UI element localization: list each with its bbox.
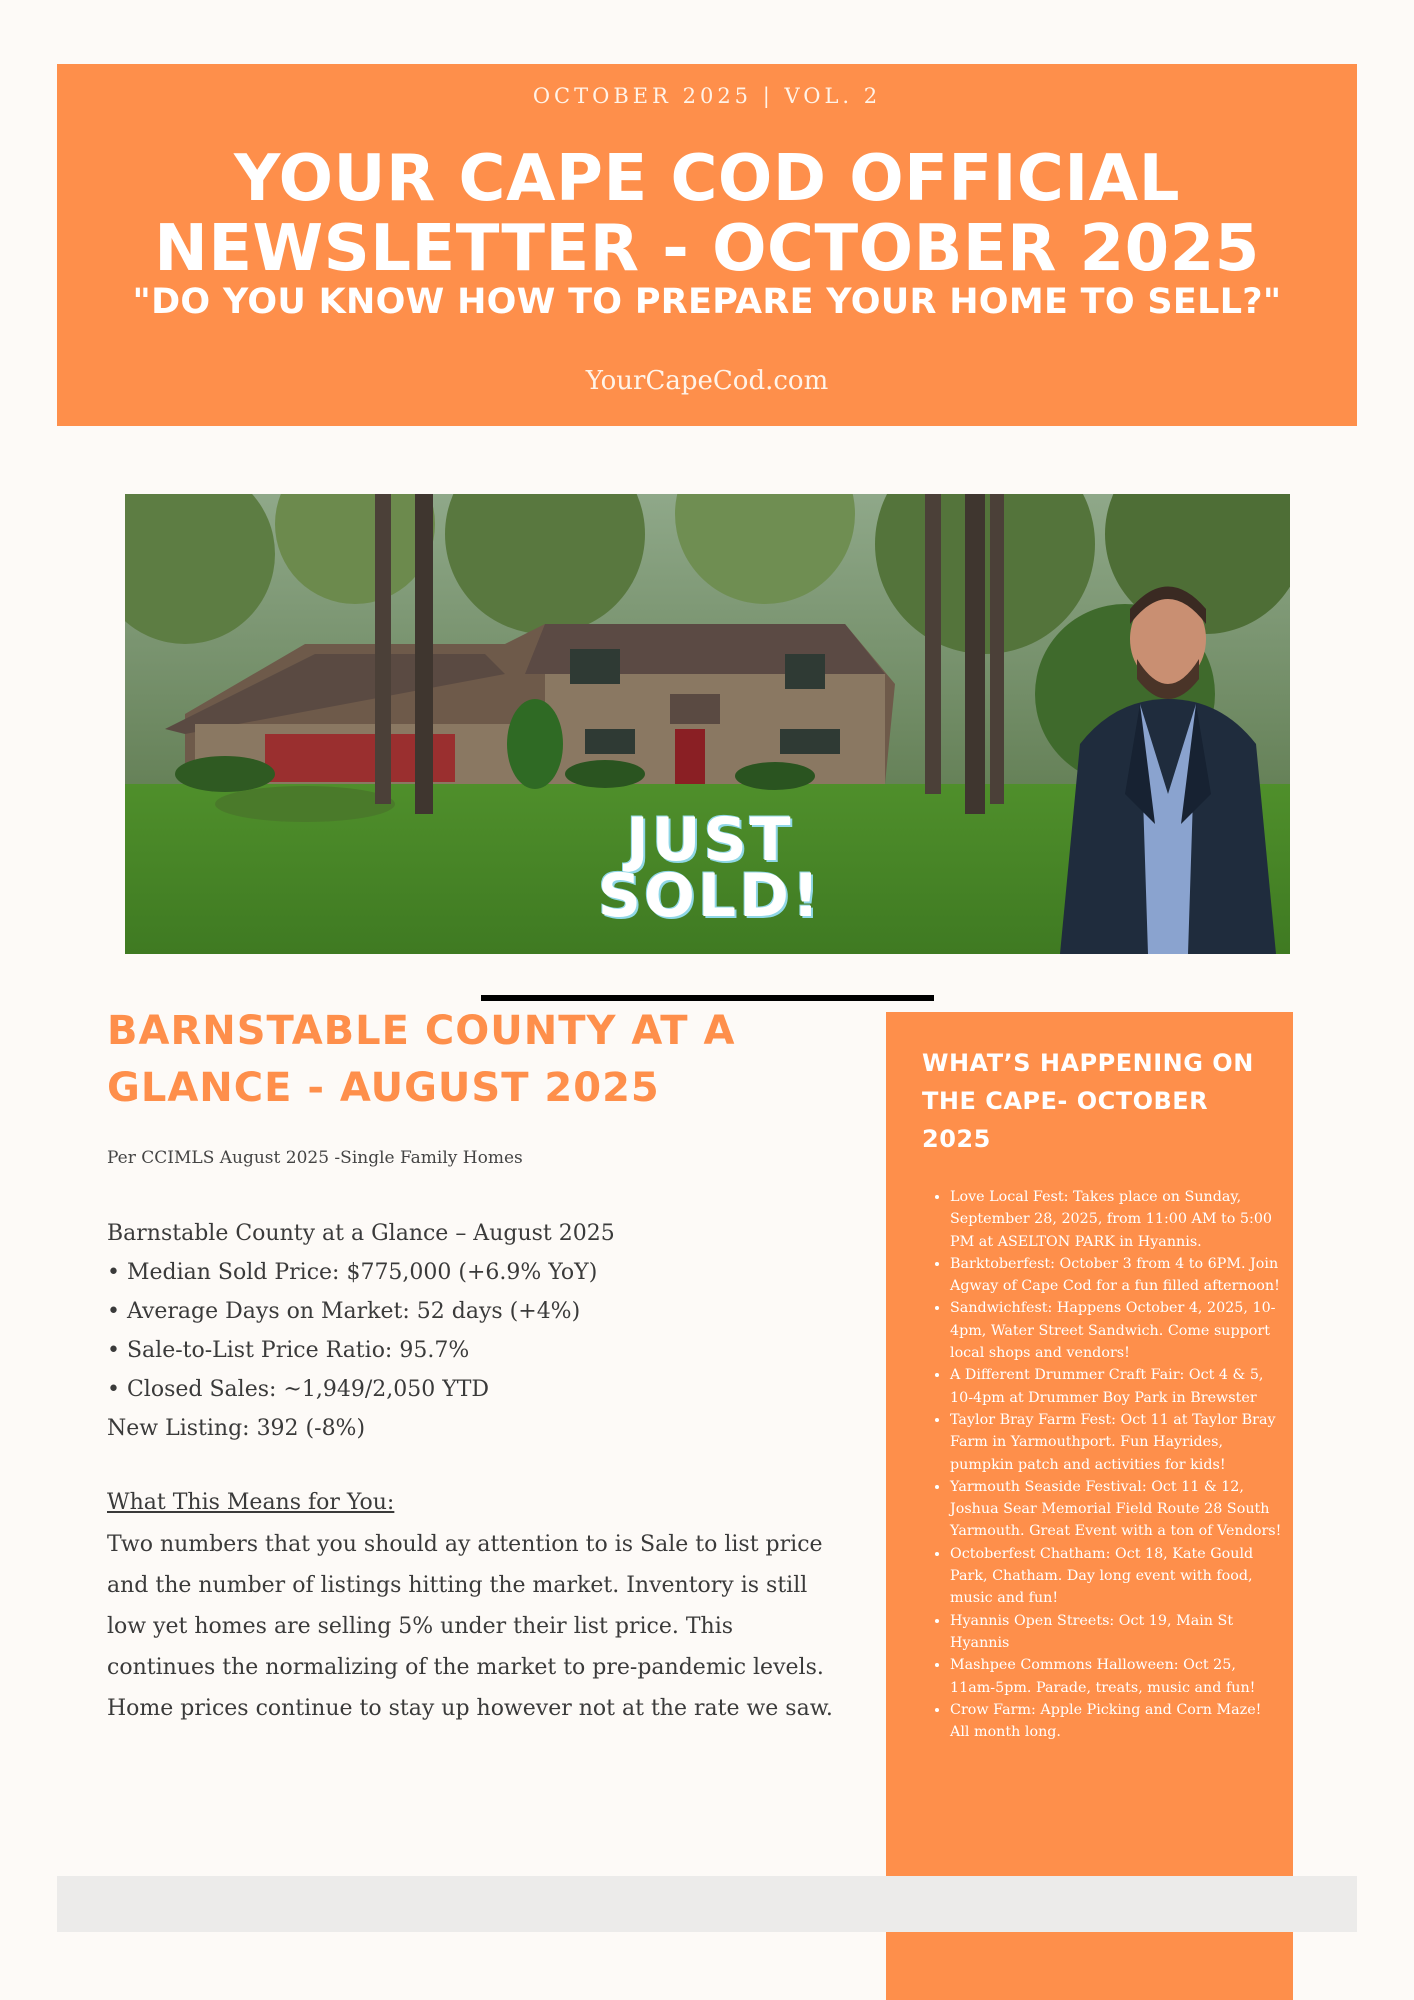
stat-line: Barnstable County at a Glance – August 2025: [107, 1221, 615, 1246]
newsletter-header: [57, 64, 1357, 426]
website-link[interactable]: YourCapeCod.com: [585, 366, 829, 396]
event-item: • Love Local Fest: Takes place on Sunday, September 28, 2025, from 11:00 AM to 5:00 PM at ASELTON PARK in Hyannis.: [950, 1186, 1284, 1253]
stat-line: • Average Days on Market: 52 days (+4%): [107, 1299, 581, 1324]
event-item: • Sandwichfest: Happens October 4, 2025, 10-4pm, Water Street Sandwich. Come support local shops and vendors!: [950, 1297, 1284, 1364]
event-item: • Crow Farm: Apple Picking and Corn Maze! All month long.: [950, 1699, 1284, 1744]
event-item: • Octoberfest Chatham: Oct 18, Kate Gould Park, Chatham. Day long event with food, music and fun!: [950, 1543, 1284, 1610]
title-line-1: YOUR CAPE COD OFFICIAL: [234, 142, 1180, 216]
event-item: • Taylor Bray Farm Fest: Oct 11 at Taylor Bray Farm in Yarmouthport. Fun Hayrides, pumpkin patch and activities for kids!: [950, 1409, 1284, 1476]
event-item: • Barktoberfest: October 3 from 4 to 6PM. Join Agway of Cape Cod for a fun filled afternoon!: [950, 1253, 1284, 1298]
market-source: Per CCIMLS August 2025 -Single Family Homes: [107, 1148, 523, 1168]
title-line-2: NEWSLETTER - OCTOBER 2025: [154, 212, 1260, 286]
stat-line: • Median Sold Price: $775,000 (+6.9% YoY): [107, 1260, 598, 1285]
stat-line: New Listing: 392 (-8%): [107, 1416, 366, 1441]
market-heading: BARNSTABLE COUNTY AT A GLANCE - AUGUST 2025: [107, 1008, 736, 1111]
footer-band: [57, 1876, 1357, 1932]
events-sidebar: [886, 1012, 1293, 2000]
section-divider: [481, 995, 934, 1001]
just-sold-line-1: JUST: [626, 805, 794, 875]
stat-line: • Closed Sales: ~1,949/2,050 YTD: [107, 1377, 490, 1402]
meaning-text: Two numbers that you should ay attention to is Sale to list price and the number of listings hitting the market. Inventory is still low yet homes are selling 5% under their list price. This continues the normalizing of the market to pre-pandemic levels. Home prices continue to stay up however not at the rate we saw.: [107, 1532, 833, 1721]
market-stats: [107, 1214, 827, 1448]
event-item: • A Different Drummer Craft Fair: Oct 4 & 5, 10-4pm at Drummer Boy Park in Brewster: [950, 1364, 1284, 1409]
newsletter-subtitle: "DO YOU KNOW HOW TO PREPARE YOUR HOME TO SELL?": [132, 282, 1282, 322]
event-item: • Yarmouth Seaside Festival: Oct 11 & 12, Joshua Sear Memorial Field Route 28 South Yarmouth. Great Event with a ton of Vendors!: [950, 1476, 1284, 1543]
events-heading: WHAT’S HAPPENING ON THE CAPE- OCTOBER 2025: [922, 1049, 1254, 1153]
event-item: • Mashpee Commons Halloween: Oct 25, 11am-5pm. Parade, treats, music and fun!: [950, 1654, 1284, 1699]
event-item: • Hyannis Open Streets: Oct 19, Main St Hyannis: [950, 1610, 1284, 1655]
just-sold-overlay: [595, 805, 825, 931]
stat-line: • Sale-to-List Price Ratio: 95.7%: [107, 1338, 470, 1363]
meaning-label: What This Means for You:: [107, 1490, 395, 1515]
issue-label: OCTOBER 2025 | VOL. 2: [532, 84, 882, 108]
just-sold-line-2: SOLD!: [597, 861, 823, 931]
newsletter-title: [57, 144, 1357, 284]
events-list: [922, 1186, 1284, 1743]
hero-photo: [125, 494, 1290, 954]
